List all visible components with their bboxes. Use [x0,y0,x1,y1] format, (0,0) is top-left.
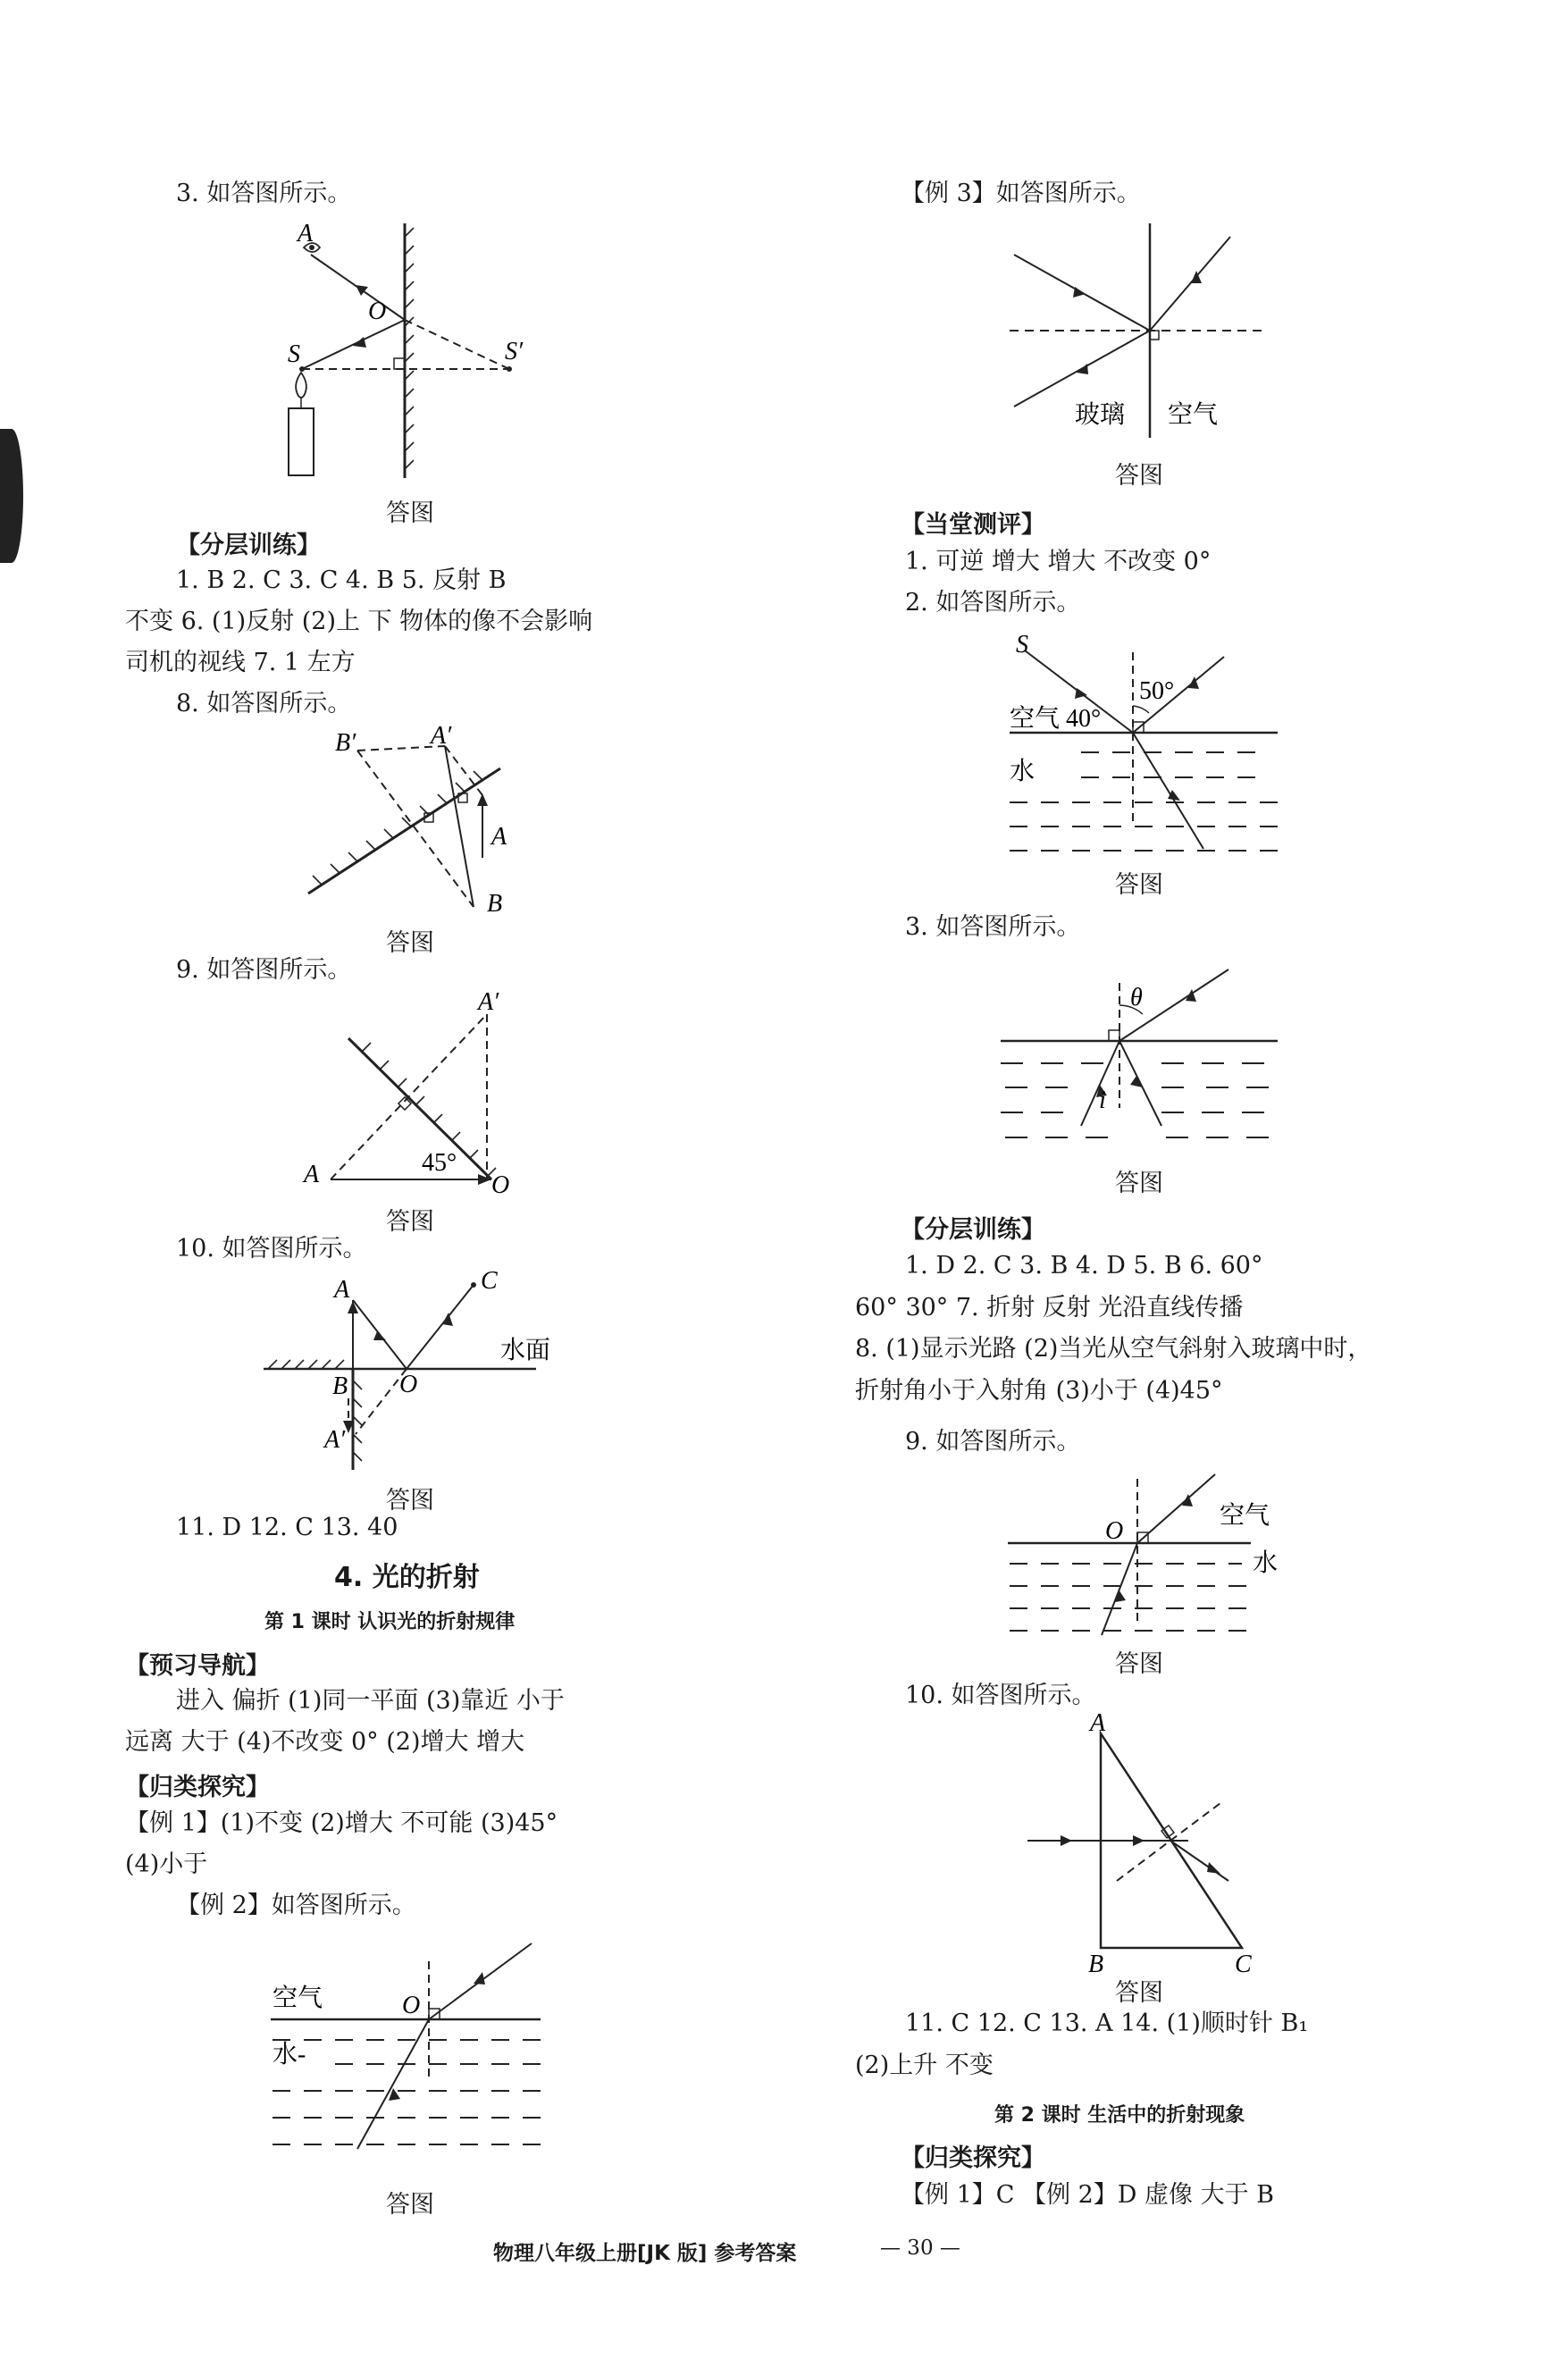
right-ans11a: 11. C 12. C 13. A 14. (1)顺时针 B₁ [905,2010,1309,2037]
label-B: B [487,890,503,918]
caption-6: 答图 [1115,462,1163,490]
label-O-3: O [399,1371,418,1398]
lesson-1-title: 第 1 课时 认识光的折射规律 [264,1611,516,1633]
label-C-2: C [1235,1951,1252,1978]
label-O: O [368,298,387,325]
caption-7: 答图 [1115,871,1163,899]
figure-inclined-mirror [299,724,523,929]
right-fc2: 60° 30° 7. 折射 反射 光沿直线传播 [855,1294,1244,1322]
caption-10: 答图 [1115,1979,1163,2007]
caption-8: 答图 [1115,1170,1163,1197]
label-O-5: O [1105,1517,1124,1545]
left-ans11: 11. D 12. C 13. 40 [176,1514,398,1541]
left-ex2: 【例 2】如答图所示。 [176,1892,416,1919]
label-45: 45° [422,1149,457,1177]
figure-refraction-50 [1005,631,1291,867]
figure-fc9 [1005,1470,1279,1649]
right-fc-head: 【分层训练】 [901,1216,1045,1244]
left-q10: 10. 如答图所示。 [176,1235,367,1263]
left-yx1: 进入 偏折 (1)同一平面 (3)靠近 小于 [176,1687,565,1715]
figure-mirror-candle [268,219,563,487]
label-water-2: 水 [1010,758,1036,785]
label-water-3: 水 [1253,1549,1279,1577]
footer-page: — 30 — [880,2236,960,2260]
label-A-3: A [304,1161,320,1188]
left-fc2: 不变 6. (1)反射 (2)上 下 物体的像不会影响 [125,608,593,635]
right-q10: 10. 如答图所示。 [905,1682,1096,1709]
label-A-5: A [1090,1709,1106,1737]
right-gl-head: 【归类探究】 [901,2144,1045,2172]
caption-5: 答图 [386,2191,434,2219]
footer-book: 物理八年级上册[JK 版] 参考答案 [493,2242,797,2265]
label-50: 50° [1139,677,1175,705]
label-i: i [1099,1087,1106,1114]
label-A-prime: A′ [431,722,452,750]
label-O-2: O [491,1171,510,1199]
right-fc1: 1. D 2. C 3. B 4. D 5. B 6. 60° [905,1252,1263,1280]
left-gl-head: 【归类探究】 [125,1774,270,1801]
label-O-4: O [402,1992,421,2019]
label-air40: 空气 40° [1010,705,1102,733]
right-fc4: 折射角小于入射角 (3)小于 (4)45° [855,1377,1223,1405]
label-water-1: 水- [273,2041,306,2068]
caption-1: 答图 [386,499,434,527]
label-water-surface: 水面 [500,1337,551,1364]
caption-4: 答图 [386,1487,434,1515]
figure-water-surface [259,1269,581,1483]
left-fc3: 司机的视线 7. 1 左方 [125,649,356,676]
label-A-prime-3: A′ [324,1426,346,1454]
right-fc3: 8. (1)显示光路 (2)当光从空气斜射入玻璃中时， [855,1335,1372,1363]
figure-example-2 [268,1934,563,2176]
left-q8: 8. 如答图所示。 [176,690,352,717]
label-A-prime-2: A′ [478,988,499,1016]
left-q3: 3. 如答图所示。 [176,180,352,207]
right-dt1: 1. 可逆 增大 增大 不改变 0° [905,548,1212,575]
label-S-2: S [1016,631,1028,659]
figure-refraction-theta [996,965,1291,1162]
figure-prism [1019,1709,1269,1978]
label-A-4: A [334,1276,350,1304]
right-dt-head: 【当堂测评】 [901,511,1045,539]
label-A: A [298,220,314,248]
label-air-2: 空气 [1168,401,1219,429]
left-yx-head: 【预习导航】 [125,1652,270,1680]
right-ex-last: 【例 1】C 【例 2】D 虚像 大于 B [901,2181,1274,2209]
caption-9: 答图 [1115,1650,1163,1678]
left-fc1: 1. B 2. C 3. C 4. B 5. 反射 B [176,566,507,594]
scan-edge-mark [0,429,23,563]
lesson-2-title: 第 2 课时 生活中的折射现象 [994,2104,1245,2127]
left-fc-head: 【分层训练】 [176,532,321,559]
label-B-3: B [1088,1951,1104,1978]
left-ex1b: (4)小于 [125,1850,208,1878]
label-B-prime: B′ [335,729,356,757]
label-air-3: 空气 [1220,1502,1270,1530]
right-dt2: 2. 如答图所示。 [905,589,1081,617]
label-glass: 玻璃 [1075,401,1126,429]
section-title: 4. 光的折射 [334,1562,480,1593]
label-air-1: 空气 [273,1985,323,2012]
label-B-2: B [332,1372,348,1400]
caption-2: 答图 [386,929,434,957]
left-q9: 9. 如答图所示。 [176,956,352,984]
right-q9: 9. 如答图所示。 [905,1428,1081,1456]
label-S: S [288,340,300,368]
label-theta: θ [1130,984,1143,1011]
left-yx2: 远离 大于 (4)不改变 0° (2)增大 增大 [125,1728,525,1756]
right-dt3: 3. 如答图所示。 [905,913,1081,941]
label-S-prime: S′ [505,338,524,365]
figure-example-3 [1005,219,1273,451]
label-A-2: A [491,823,507,851]
right-ans11b: (2)上升 不变 [855,2052,994,2079]
caption-3: 答图 [386,1208,434,1236]
figure-45-mirror [304,988,518,1199]
label-C: C [481,1267,498,1295]
left-ex1a: 【例 1】(1)不变 (2)增大 不可能 (3)45° [125,1809,558,1837]
right-ex3: 【例 3】如答图所示。 [901,180,1141,207]
